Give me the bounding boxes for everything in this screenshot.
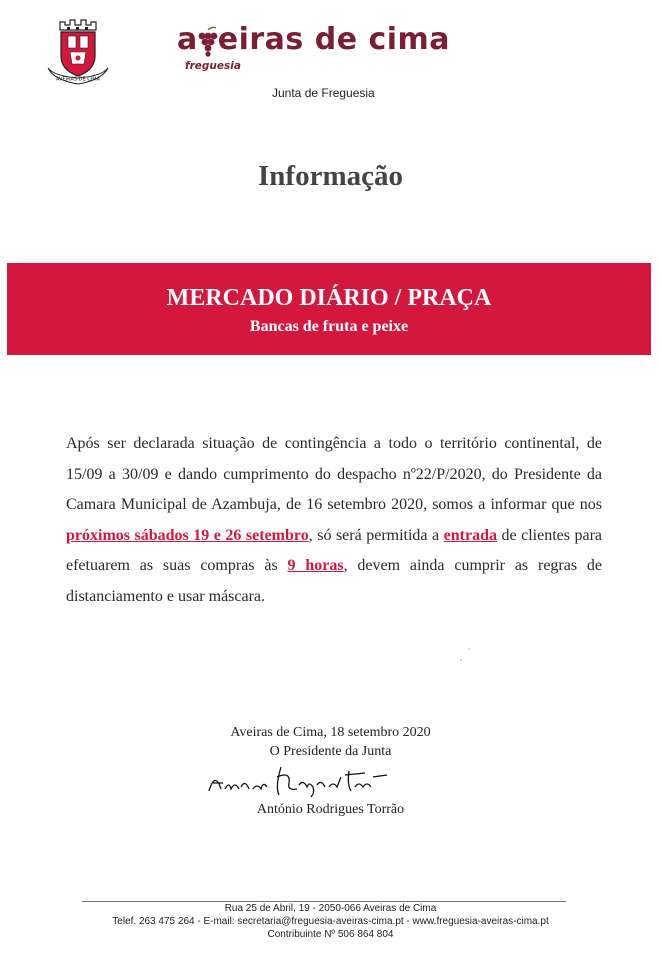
scan-specks: [455, 645, 475, 665]
footer-nif: Contribuinte Nº 506 864 804: [267, 929, 394, 940]
signoff-role: O Presidente da Junta: [269, 744, 392, 759]
brand-name-suffix: eiras de cima: [217, 22, 451, 57]
highlight-time: 9 horas: [287, 557, 344, 574]
banner-title: MERCADO DIÁRIO / PRAÇA: [166, 285, 492, 311]
highlight-dates: próximos sábados 19 e 26 setembro: [66, 526, 309, 544]
organization-name: Junta de Freguesia: [272, 86, 375, 100]
banner: [7, 263, 651, 355]
brand-wordmark: [177, 22, 477, 82]
body-text-part-3: de clientes para efetuarem as suas compras às: [66, 526, 603, 574]
handwritten-signature: [205, 763, 390, 799]
signoff-place-date: Aveiras de Cima, 18 setembro 2020: [230, 725, 431, 740]
announcement-body: [66, 429, 602, 612]
footer-address: Rua 25 de Abril, 19 - 2050-066 Aveiras de Cima: [224, 903, 437, 914]
banner-subtitle: Bancas de fruta e peixe: [249, 318, 409, 335]
brand-name-prefix: a: [177, 22, 198, 57]
body-text-part-4: , devem ainda cumprir as regras de distanciamento e usar máscara.: [66, 557, 603, 605]
coat-of-arms-logo: [40, 14, 116, 90]
footer-divider: [82, 901, 566, 902]
body-text-part-1: Após ser declarada situação de contingência a todo o território continental, de 15/09 a 30/09 e dando cumprimento do despacho nº22/P/2020, do Presidente da Camara Municipal de Azambuja, de 16 setembro 2020, somos a informar que nos: [66, 435, 602, 513]
signoff-name: António Rodrigues Torrão: [256, 802, 405, 817]
page-title: Informação: [258, 160, 403, 192]
body-text-part-2: , só será permitida a: [308, 526, 444, 544]
brand-subtitle: freguesia: [185, 60, 241, 72]
footer-contacts: Telef. 263 475 264 - E-mail: secretaria@freguesia-aveiras-cima.pt - www.freguesia-aveiras-cima.pt: [112, 916, 549, 927]
highlight-entrada: entrada: [443, 526, 497, 544]
crest-scroll-text: AVEIRAS DE CIMA: [56, 76, 100, 83]
grape-cluster-icon: [194, 26, 222, 58]
